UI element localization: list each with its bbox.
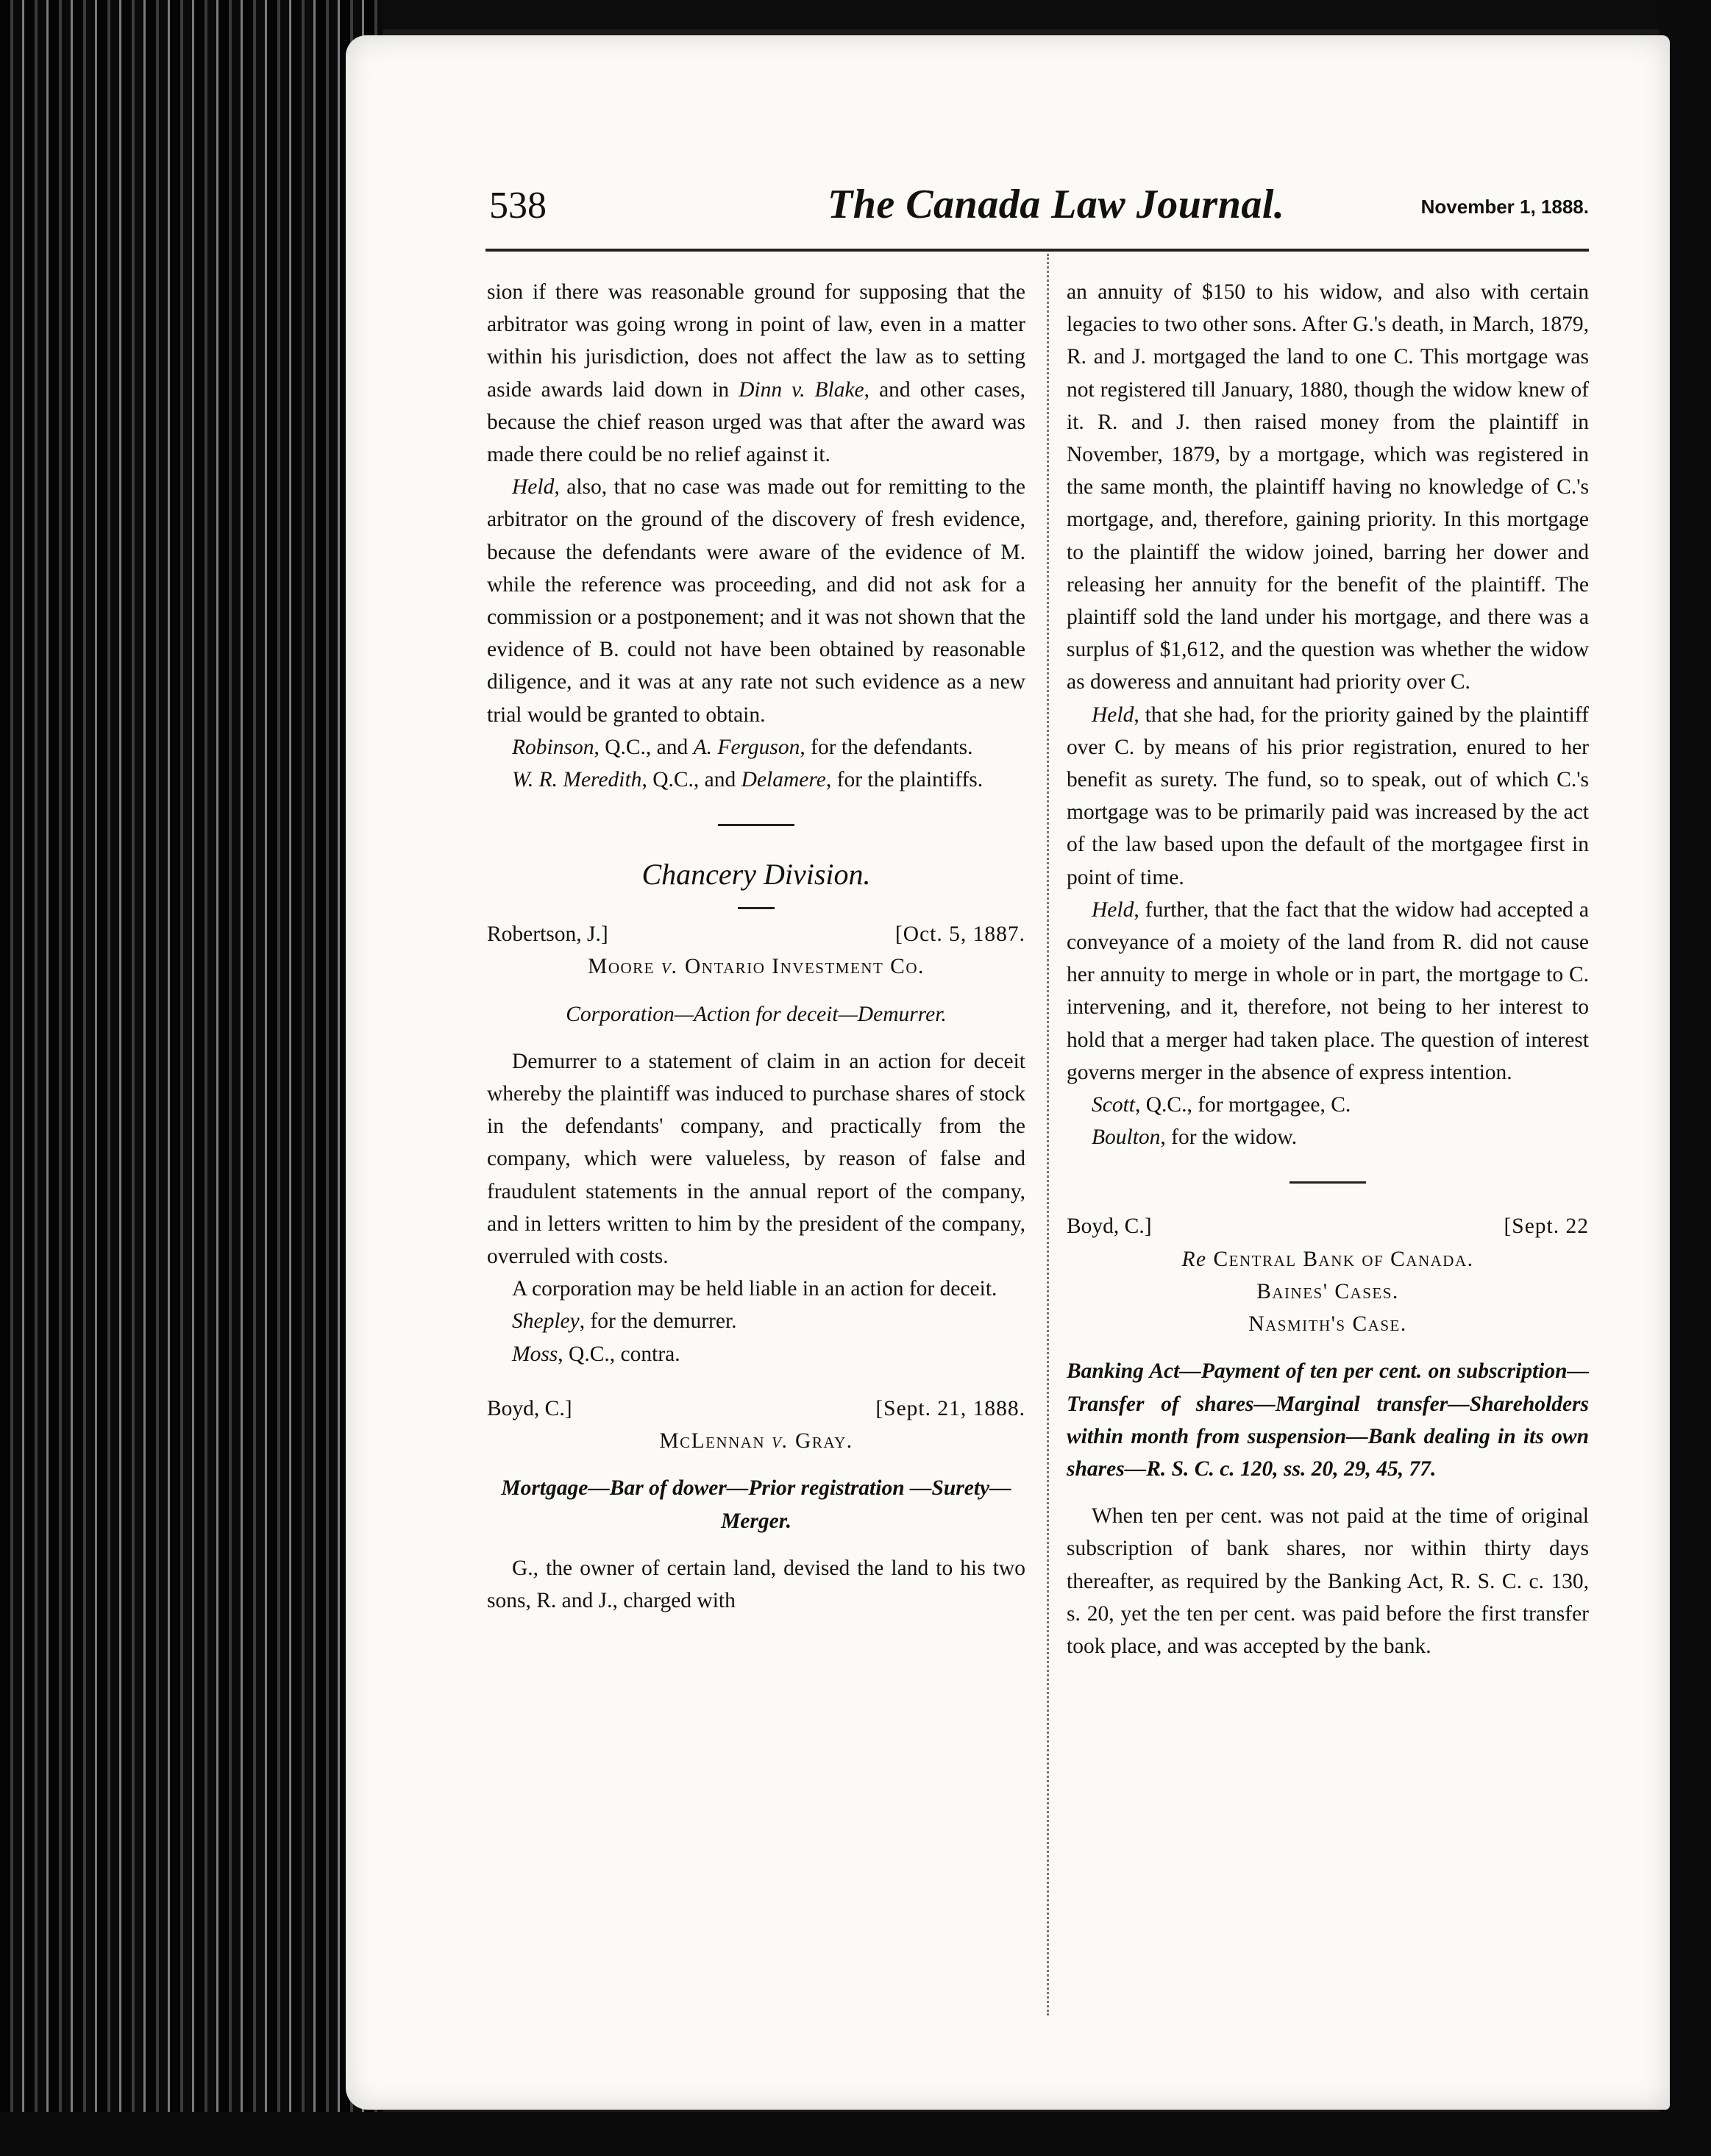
scan-edge-bottom — [0, 2112, 1711, 2156]
case-title: Re Central Bank of Canada. — [1181, 1247, 1474, 1271]
counsel-line: Boulton, for the widow. — [1092, 1125, 1298, 1150]
case-judge-line — [487, 918, 1025, 950]
section-divider — [718, 824, 794, 826]
book-spine-edge — [0, 0, 383, 2156]
case-headnote: Banking Act—Payment of ten per cent. on subscription—Transfer of shares—Marginal transfer—Shareholders within month from suspension—Bank dealing in its own shares—R. S. C. c. 120, ss. 20, 29, 45, 77. — [1067, 1359, 1589, 1481]
counsel-line: Shepley, for the demurrer. — [512, 1309, 737, 1334]
case-title: McLennan v. Gray. — [659, 1429, 853, 1454]
counsel-line: Robinson, Q.C., and A. Ferguson, for the defendants. — [512, 735, 973, 759]
case-judge-line — [1067, 1210, 1589, 1242]
case-subtitle: Baines' Cases. — [1256, 1279, 1399, 1303]
section-divider — [1290, 1181, 1366, 1184]
paragraph: sion if there was reasonable ground for supposing that the arbitrator was going wrong in point of law, even in a matter within his jurisdiction, does not affect the law as to setting aside awards laid down in Dinn v. Blake, and other cases, because the chief reason urged was that after the award was made there could be no relief against it. — [487, 280, 1025, 467]
counsel-line: Scott, Q.C., for mortgagee, C. — [1092, 1093, 1351, 1117]
case-headnote: Corporation—Action for deceit—Demurrer. — [566, 1002, 947, 1026]
paragraph: When ten per cent. was not paid at the time of original subscription of bank shares, nor within thirty days thereafter, as required by the Banking Act, R. S. C. c. 130, s. 20, yet the ten per cent. was paid before the first transfer took place, and was accepted by the bank. — [1067, 1504, 1589, 1658]
page-header — [489, 177, 1589, 235]
counsel-line: Moss, Q.C., contra. — [512, 1342, 680, 1366]
paragraph-held: Held, that she had, for the priority gained by the plaintiff over C. by means of his prior registration, enured to her benefit as surety. The fund, so to speak, out of which C.'s mortgage was to be primarily paid was increased by the act of the law based upon the default of the mortgagee first in point of time. — [1067, 702, 1589, 889]
case-headnote: Mortgage—Bar of dower—Prior registration —Surety—Merger. — [501, 1476, 1011, 1533]
case-judge: Robertson, J.] — [487, 922, 608, 947]
paragraph: Demurrer to a statement of claim in an action for deceit whereby the plaintiff was induced to purchase shares of stock in the defendants' company, and practically from the company, which were valueless, by reason of false and fraudulent statements in the annual report of the company, and in letters written to him by the president of the company, overruled with costs. — [487, 1049, 1025, 1269]
case-date: [Oct. 5, 1887. — [894, 922, 1025, 947]
case-date: [Sept. 21, 1888. — [875, 1396, 1025, 1420]
case-judge-line — [487, 1392, 1025, 1425]
page-number: 538 — [489, 185, 547, 227]
counsel-line: W. R. Meredith, Q.C., and Delamere, for the plaintiffs. — [512, 768, 983, 792]
case-subtitle: Nasmith's Case. — [1248, 1312, 1407, 1337]
case-judge: Boyd, C.] — [487, 1396, 572, 1420]
journal-title: The Canada Law Journal. — [828, 182, 1285, 227]
paragraph-held: Held, also, that no case was made out for remitting to the arbitrator on the ground of the discovery of fresh evidence, because the defendants were aware of the evidence of M. while the reference was proceeding, and did not ask for a commission or a postponement; and it was not shown that the evidence of B. could not have been obtained by reasonable diligence, and it was at any rate not such evidence as a new trial would be granted to obtain. — [487, 475, 1025, 727]
paragraph: G., the owner of certain land, devised the land to his two sons, R. and J., charged with — [487, 1556, 1025, 1612]
case-date: [Sept. 22 — [1504, 1214, 1589, 1239]
column-divider — [1047, 254, 1049, 2016]
case-judge: Boyd, C.] — [1067, 1214, 1152, 1239]
section-heading: Chancery Division. — [641, 858, 871, 892]
paragraph: A corporation may be held liable in an action for deceit. — [512, 1277, 997, 1301]
header-rule — [485, 249, 1589, 252]
paragraph-held: Held, further, that the fact that the widow had accepted a conveyance of a moiety of the land from R. did not cause her annuity to merge in whole or in part, the mortgage to C. intervening, and it, therefore, not being to her interest to hold that a merger had taken place. The question of interest governs merger in the absence of express intention. — [1067, 897, 1589, 1084]
paragraph: an annuity of $150 to his widow, and also with certain legacies to two other sons. After G.'s death, in March, 1879, R. and J. mortgaged the land to one C. This mortgage was not registered till January, 1880, though the widow knew of it. R. and J. then raised money from the plaintiff in November, 1879, by a mortgage, which was registered in the same month, the plaintiff having no knowledge of C.'s mortgage, and, therefore, gaining priority. In this mortgage to the plaintiff the widow joined, barring her dower and releasing her annuity for the benefit of the plaintiff. The plaintiff sold the land under his mortgage, and there was a surplus of $1,612, and the question was whether the widow as doweress and annuitant had priority over C. — [1067, 280, 1589, 694]
left-column — [487, 276, 1025, 1617]
issue-date: November 1, 1888. — [1420, 196, 1589, 218]
right-column — [1067, 276, 1589, 1662]
heading-rule — [738, 907, 775, 909]
case-title: Moore v. Ontario Investment Co. — [588, 955, 925, 979]
